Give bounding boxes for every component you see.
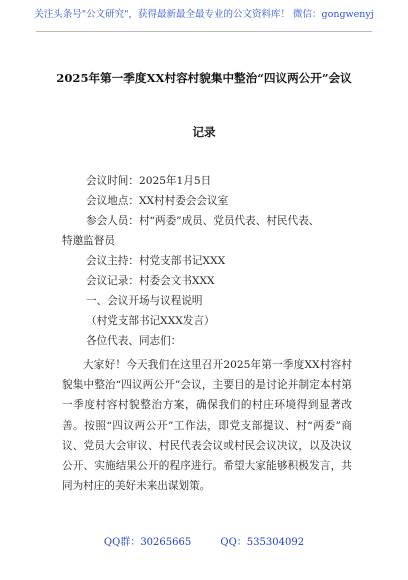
greeting-line: 各位代表、同志们：: [86, 335, 182, 347]
document-title-line-2: 记录: [192, 125, 216, 139]
footer-contact: [0, 533, 408, 548]
attendees-line-2: 特邀监督员: [62, 235, 115, 247]
speech-paragraph: 大家好！今天我们在这里召开2025年第一季度XX村容村貌集中整治“四议两公开”会议，主要目的是讨论并制定本村第一季度村容村貌整治方案，确保我们的村庄环境得到显著改善。按照“四议两公开”工作法，即党支部提议、村“两委”商议、党员大会审议、村民代表会议或村民会议决议，以及决议公开、实施结果公开的程序进行。希望大家能够积极发言，共同为村庄的美好未来出谋划策。: [62, 359, 352, 493]
header-divider: [36, 31, 372, 32]
attendees-line-1: 参会人员：村“两委”成员、党员代表、村民代表、: [86, 215, 320, 227]
footer-qq-group: QQ群：30265665: [103, 537, 192, 548]
meeting-place: 会议地点：XX村村委会会议室: [86, 195, 229, 207]
document-title-line-1: 2025年第一季度XX村容村貌集中整治“四议两公开”会议: [56, 71, 352, 85]
meeting-host: 会议主持：村党支部书记XXX: [86, 255, 226, 267]
meeting-recorder: 会议记录：村委会文书XXX: [86, 275, 215, 287]
footer-qq-number: QQ：535304092: [220, 537, 305, 548]
header-promo-text: 关注头条号"公文研究"，获得最新最全最专业的公文资料库！ 微信：gongwenyj: [34, 9, 374, 20]
speaker-note: （村党支部书记XXX发言）: [86, 315, 215, 327]
meeting-time: 会议时间：2025年1月5日: [86, 175, 212, 187]
section-heading: 一、会议开场与议程说明: [86, 295, 203, 307]
